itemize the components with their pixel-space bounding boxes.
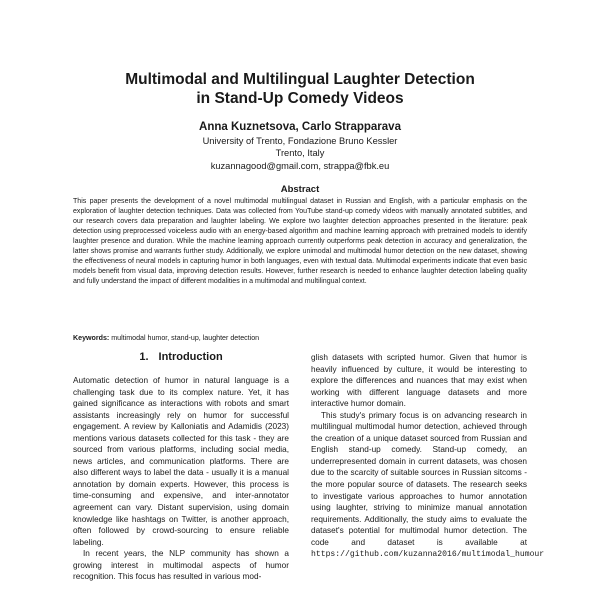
location: Trento, Italy bbox=[275, 148, 325, 159]
author-emails: kuzannagood@gmail.com, strappa@fbk.eu bbox=[210, 160, 390, 171]
code-repository-link[interactable]: https://github.com/kuzanna2016/multimodal_humour bbox=[311, 550, 545, 560]
section-title: Introduction bbox=[158, 351, 223, 363]
affiliation: University of Trento, Fondazione Bruno Kessler bbox=[202, 136, 398, 146]
left-column bbox=[73, 375, 289, 583]
intro-paragraph-2: In recent years, the NLP community has shown a growing interest in multimodal aspects of humor recognition. This focus has resulted in various mod- bbox=[73, 549, 289, 582]
intro-paragraph-1: Automatic detection of humor in natural language is a challenging task due to its complex nature. Yet, it has gained significance as interactions with robots and smart assistants increasingly rely on humor for successful engagement. A review by Kalloniatis and Adamidis (2023) mentions various datasets collected for this task - they are sourced from various platforms, including social media, news articles, and communication platforms. There are also different ways to label the data - usually it is a manual annotation by domain experts. However, this process is time-consuming and expensive, and inter-annotator agreement can vary. Distant supervision, using domain knowledge like hashtags on Twitter, is another approach, often followed by crowd-sourcing to ensure reliable labeling. bbox=[73, 376, 289, 547]
section-heading-introduction bbox=[73, 350, 289, 364]
paper-title-line-1: Multimodal and Multilingual Laughter Detection bbox=[125, 71, 475, 88]
abstract-text: This paper presents the development of a novel multimodal multilingual dataset in Russian and English, with a particular emphasis on the exploration of laughter detection techniques. Data was collected from YouTube stand-up comedy videos with manually annotated subtitles, and our research covers data preparation and laughter labeling. We explore two laughter detection approaches presented in the literature: peak detection using preprocessed voiceless audio with an energy-based algorithm and machine learning approach with pretrained models to identify laughter presence and duration. While the machine learning approach currently outperforms peak detection in accuracy and generalization, the latter shows promise and warrants further study. Additionally, we explore unimodal and multimodal humor detection on the new dataset, showing the effectiveness of neural models in capturing humor in both languages, even with textual data. Multimodal experiments indicate that even basic models benefit from visual data, improving detection results. However, further research is needed to enhance laughter detection labeling quality and fully understand the impact of different modalities in a multimodal and multilingual context. bbox=[73, 198, 527, 285]
intro-paragraph-4 bbox=[311, 410, 545, 561]
abstract-body bbox=[73, 197, 527, 287]
intro-paragraph-4-text: This study's primary focus is on advancing research in multilingual multimodal humor detection, achieved through the creation of a unique dataset sourced from Russian and English stand-up comedy. Stand-up comedy, an underrepresented domain in current datasets, was chosen due to the scarcity of suitable sources in Russian sitcoms - the more popular source of datasets. The research seeks to investigate various approaches to humor annotation using laughter, striving to minimize manual annotation requirements. Additionally, the study aims to evaluate the dataset's potential for multimodal humor detection. The code and dataset is available at bbox=[311, 410, 527, 547]
paper-title-line-2: in Stand-Up Comedy Videos bbox=[196, 90, 404, 107]
right-column bbox=[311, 352, 545, 561]
keywords-label: Keywords: bbox=[73, 334, 110, 342]
intro-paragraph-3: glish datasets with scripted humor. Given that humor is heavily influenced by culture, it would be interesting to explore the differences and nuances that may exist when working with different language datasets and more interactive humor domain. bbox=[311, 353, 527, 409]
author-affiliation-block bbox=[0, 135, 600, 172]
section-number: 1. bbox=[139, 351, 149, 363]
author-names: Anna Kuznetsova, Carlo Strapparava bbox=[199, 121, 401, 133]
abstract-heading: Abstract bbox=[280, 184, 320, 195]
paper-title bbox=[0, 70, 600, 108]
keywords-line bbox=[73, 333, 527, 343]
keywords-text: multimodal humor, stand-up, laughter detection bbox=[111, 334, 260, 342]
